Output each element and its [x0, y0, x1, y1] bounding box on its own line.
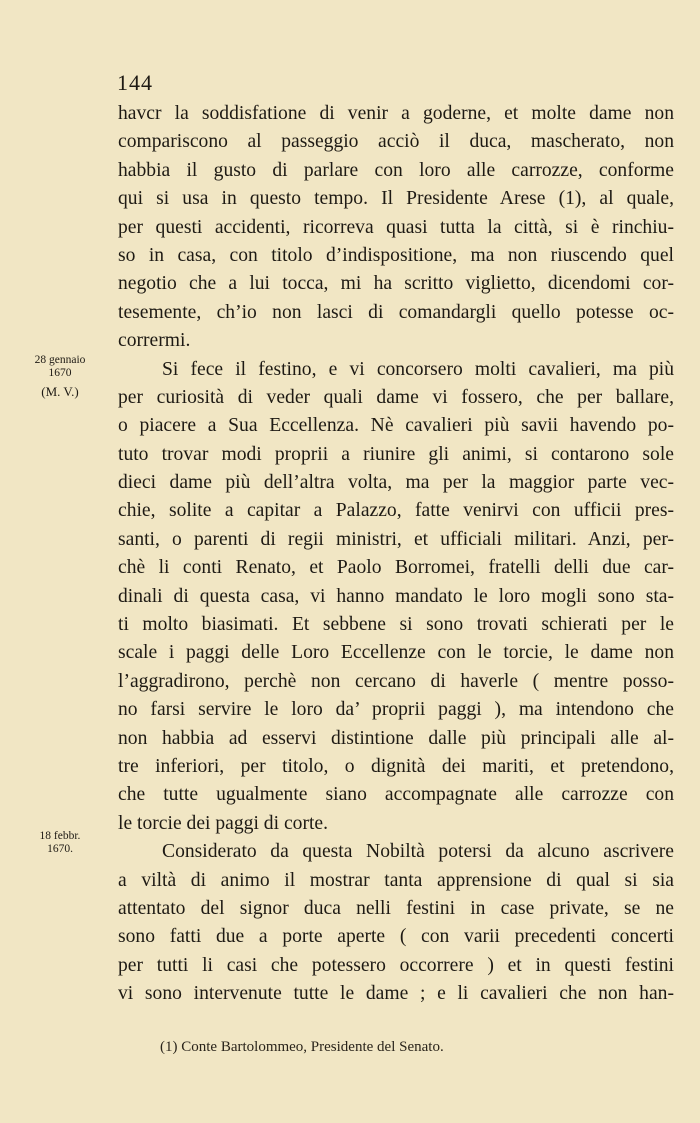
text-line: che tutte ugualmente siano accompagnate alle carrozze con	[118, 784, 674, 806]
text-line: sono fatti due a porte aperte ( con varii precedenti concerti	[118, 926, 674, 948]
text-line: dinali di questa casa, vi hanno mandato le loro mogli sono sta-	[118, 585, 674, 607]
text-line: per curiosità di veder quali dame vi fossero, che per ballare,	[118, 386, 674, 408]
text-line: negotio che a lui tocca, mi ha scritto viglietto, dicendomi cor-	[118, 273, 674, 295]
text-line: a viltà di animo il mostrar tanta apprensione di qual si sia	[118, 869, 674, 891]
text-line: l’aggradirono, perchè non cercano di haverle ( mentre posso-	[118, 670, 674, 692]
text-line: chè li conti Renato, et Paolo Borromei, fratelli delli due car-	[118, 557, 674, 579]
text-line: tesemente, ch’io non lasci di comandargli quello potesse oc-	[118, 301, 674, 323]
margin-note-year: 1670	[48, 367, 72, 379]
text-line: scale i paggi delle Loro Eccellenze con le torcie, le dame non	[118, 642, 674, 664]
paragraph-start-line: Si fece il festino, e vi concorsero molti cavalieri, ma più	[162, 358, 674, 380]
text-line: non habbia ad esservi distintione dalle più principali alle al-	[118, 727, 674, 749]
margin-note-style: (M. V.)	[41, 384, 79, 399]
text-line: compariscono al passeggio acciò il duca, mascherato, non	[118, 131, 674, 153]
text-line: qui si usa in questo tempo. Il Presidente Arese (1), al quale,	[118, 188, 674, 210]
margin-note-day: 28 gennaio	[34, 354, 86, 366]
text-line: tre inferiori, per titolo, o dignità dei mariti, et pretendono,	[118, 755, 674, 777]
page-number: 144	[117, 70, 153, 95]
margin-note-date	[6, 830, 114, 856]
text-line: chie, solite a capitar a Palazzo, fatte venirvi con ufficii pres-	[118, 500, 674, 522]
text-line: per questi accidenti, ricorreva quasi tutta la città, si è rinchiu-	[118, 216, 674, 238]
paragraph-start-line: Considerato da questa Nobiltà potersi da alcuno ascrivere	[162, 841, 674, 863]
text-line: le torcie dei paggi di corte.	[118, 812, 329, 834]
text-line: ti molto biasimati. Et sebbene si sono trovati schierati per le	[118, 614, 674, 636]
text-line: havcr la soddisfatione di venir a goderne, et molte dame non	[118, 103, 674, 124]
text-line: so in casa, con titolo d’indispositione, ma non riuscendo quel	[118, 244, 674, 266]
text-line: vi sono intervenute tutte le dame ; e li cavalieri che non han-	[118, 983, 674, 1005]
text-line: corrermi.	[118, 330, 191, 352]
text-line: no farsi servire le loro da’ proprii paggi ), ma intendono che	[118, 699, 674, 721]
text-line: attentato del signor duca nelli festini in case private, se ne	[118, 897, 674, 919]
text-line: habbia il gusto di parlare con loro alle carrozze, conforme	[118, 159, 674, 181]
margin-note-year: 1670.	[47, 843, 73, 855]
text-line: per tutti li casi che potessero occorrere ) et in questi festini	[118, 954, 674, 976]
margin-note-day: 18 febbr.	[39, 830, 81, 842]
footnote: (1) Conte Bartolommeo, Presidente del Senato.	[160, 1039, 444, 1055]
text-line: o piacere a Sua Eccellenza. Nè cavalieri più savii havendo po-	[118, 415, 674, 437]
text-line: santi, o parenti di regii ministri, et ufficiali militari. Anzi, per-	[118, 528, 674, 550]
margin-note-date	[6, 354, 114, 398]
text-line: dieci dame più dell’altra volta, ma per la maggior parte vec-	[118, 472, 674, 494]
text-line: tuto trovar modi proprii a riunire gli animi, si contarono sole	[118, 443, 674, 465]
body-text	[118, 100, 674, 1009]
